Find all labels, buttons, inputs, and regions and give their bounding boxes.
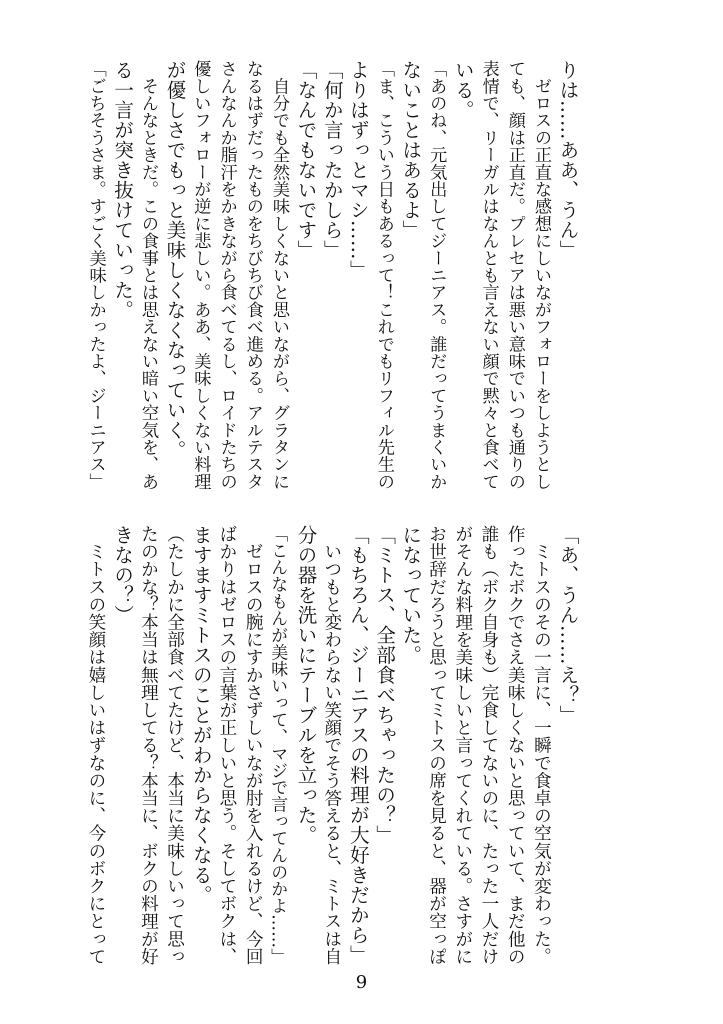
- text-column: ミトスのその一言に、一瞬で食卓の空気が変わった。: [531, 525, 552, 965]
- page-number: 9: [355, 972, 368, 993]
- text-column: （たしかに全部食べてたけど、本当に美味しいって思っ: [164, 525, 185, 965]
- text-column: 優しいフォローが逆に悲しい。ああ、美味しくない料理: [190, 60, 211, 490]
- text-column: 作ったボクでさえ美味しくないと思っていて、まだ他の: [505, 525, 526, 965]
- text-column: がそんな料理を美味しいと言ってくれている。さすがに: [452, 525, 473, 965]
- text-column: 表情で、リーガルはなんとも言えない顔で黙々と食べて: [478, 60, 499, 490]
- text-column: 「あのね、元気出してジーニアス。誰だってうまくいか: [426, 60, 447, 490]
- text-column: ミトスの笑顔は嬉しいはずなのに、今のボクにとって: [85, 525, 106, 965]
- text-column: 自分でも全然美味しくないと思いながら、グラタンに: [269, 60, 289, 490]
- text-column: 分の器を洗いにテーブルを立った。: [294, 525, 318, 845]
- text-column: お世辞だろうと思ってミトスの席を見ると、器が空っぽ: [426, 525, 447, 965]
- text-column: 「ま、こういう日もあるって！これでもリフィル先生の: [373, 60, 394, 490]
- text-column: ないことはあるよ」: [399, 60, 423, 240]
- text-column: なるはずだったものをちびちび食べ進める。アルテスタ: [242, 60, 263, 490]
- text-column: 「こんなもんが美味いって、マジで言ってんのかよ……」: [268, 525, 289, 965]
- text-column: いる。: [451, 60, 475, 120]
- text-column: たのかな？本当は無理してる？本当に、ボクの料理が好: [138, 525, 159, 965]
- text-column: ばかりはゼロスの言葉が正しいと思う。そしてボクは、: [216, 525, 237, 965]
- text-column: ゼロスの正直な感想にしいながフォローをしようとし: [531, 60, 551, 490]
- text-column: 「もちろん、ジーニアスの料理が大好きだから」: [346, 525, 370, 965]
- text-column: よりはずっとマシ……」: [346, 60, 370, 280]
- text-column: 「ミトス、全部食べちゃったの？」: [373, 525, 397, 845]
- text-column: ゼロスの腕にすかさずしいなが肘を入れるけど、今回: [243, 525, 264, 965]
- text-column: 「何か言ったかしら」: [320, 60, 344, 260]
- text-column: 「あ、うん……え？」: [556, 525, 580, 725]
- text-column: る一言が突き抜けていった。: [111, 60, 135, 320]
- text-column: 「なんでもないです」: [294, 60, 318, 260]
- text-column: 誰も（ボク自身も）完食してないのに、たった一人だけ: [478, 525, 499, 965]
- text-column: 「ごちそうさま。すごく美味しかったよ、ジーニアス」: [85, 60, 106, 490]
- text-column: ますますミトスのことがわからなくなる。: [189, 525, 213, 905]
- text-column: になっていた。: [399, 525, 423, 665]
- text-column: さんなんか脂汗をかきながら食べてるし、ロイドたちの: [216, 60, 237, 490]
- text-column: りは……ああ、うん」: [556, 60, 580, 260]
- text-column: きなの？）: [111, 525, 135, 625]
- text-column: ても、顔は正直だ。プレセアは悪い意味でいつも通りの: [504, 60, 525, 490]
- text-column: が優しさでもっと美味しくなくなっていく。: [163, 60, 187, 460]
- text-column: いつもと変わらない笑顔でそう答えると、ミトスは自: [321, 525, 342, 965]
- text-column: そんなときだ。この食事とは思えない暗い空気を、あ: [138, 60, 158, 490]
